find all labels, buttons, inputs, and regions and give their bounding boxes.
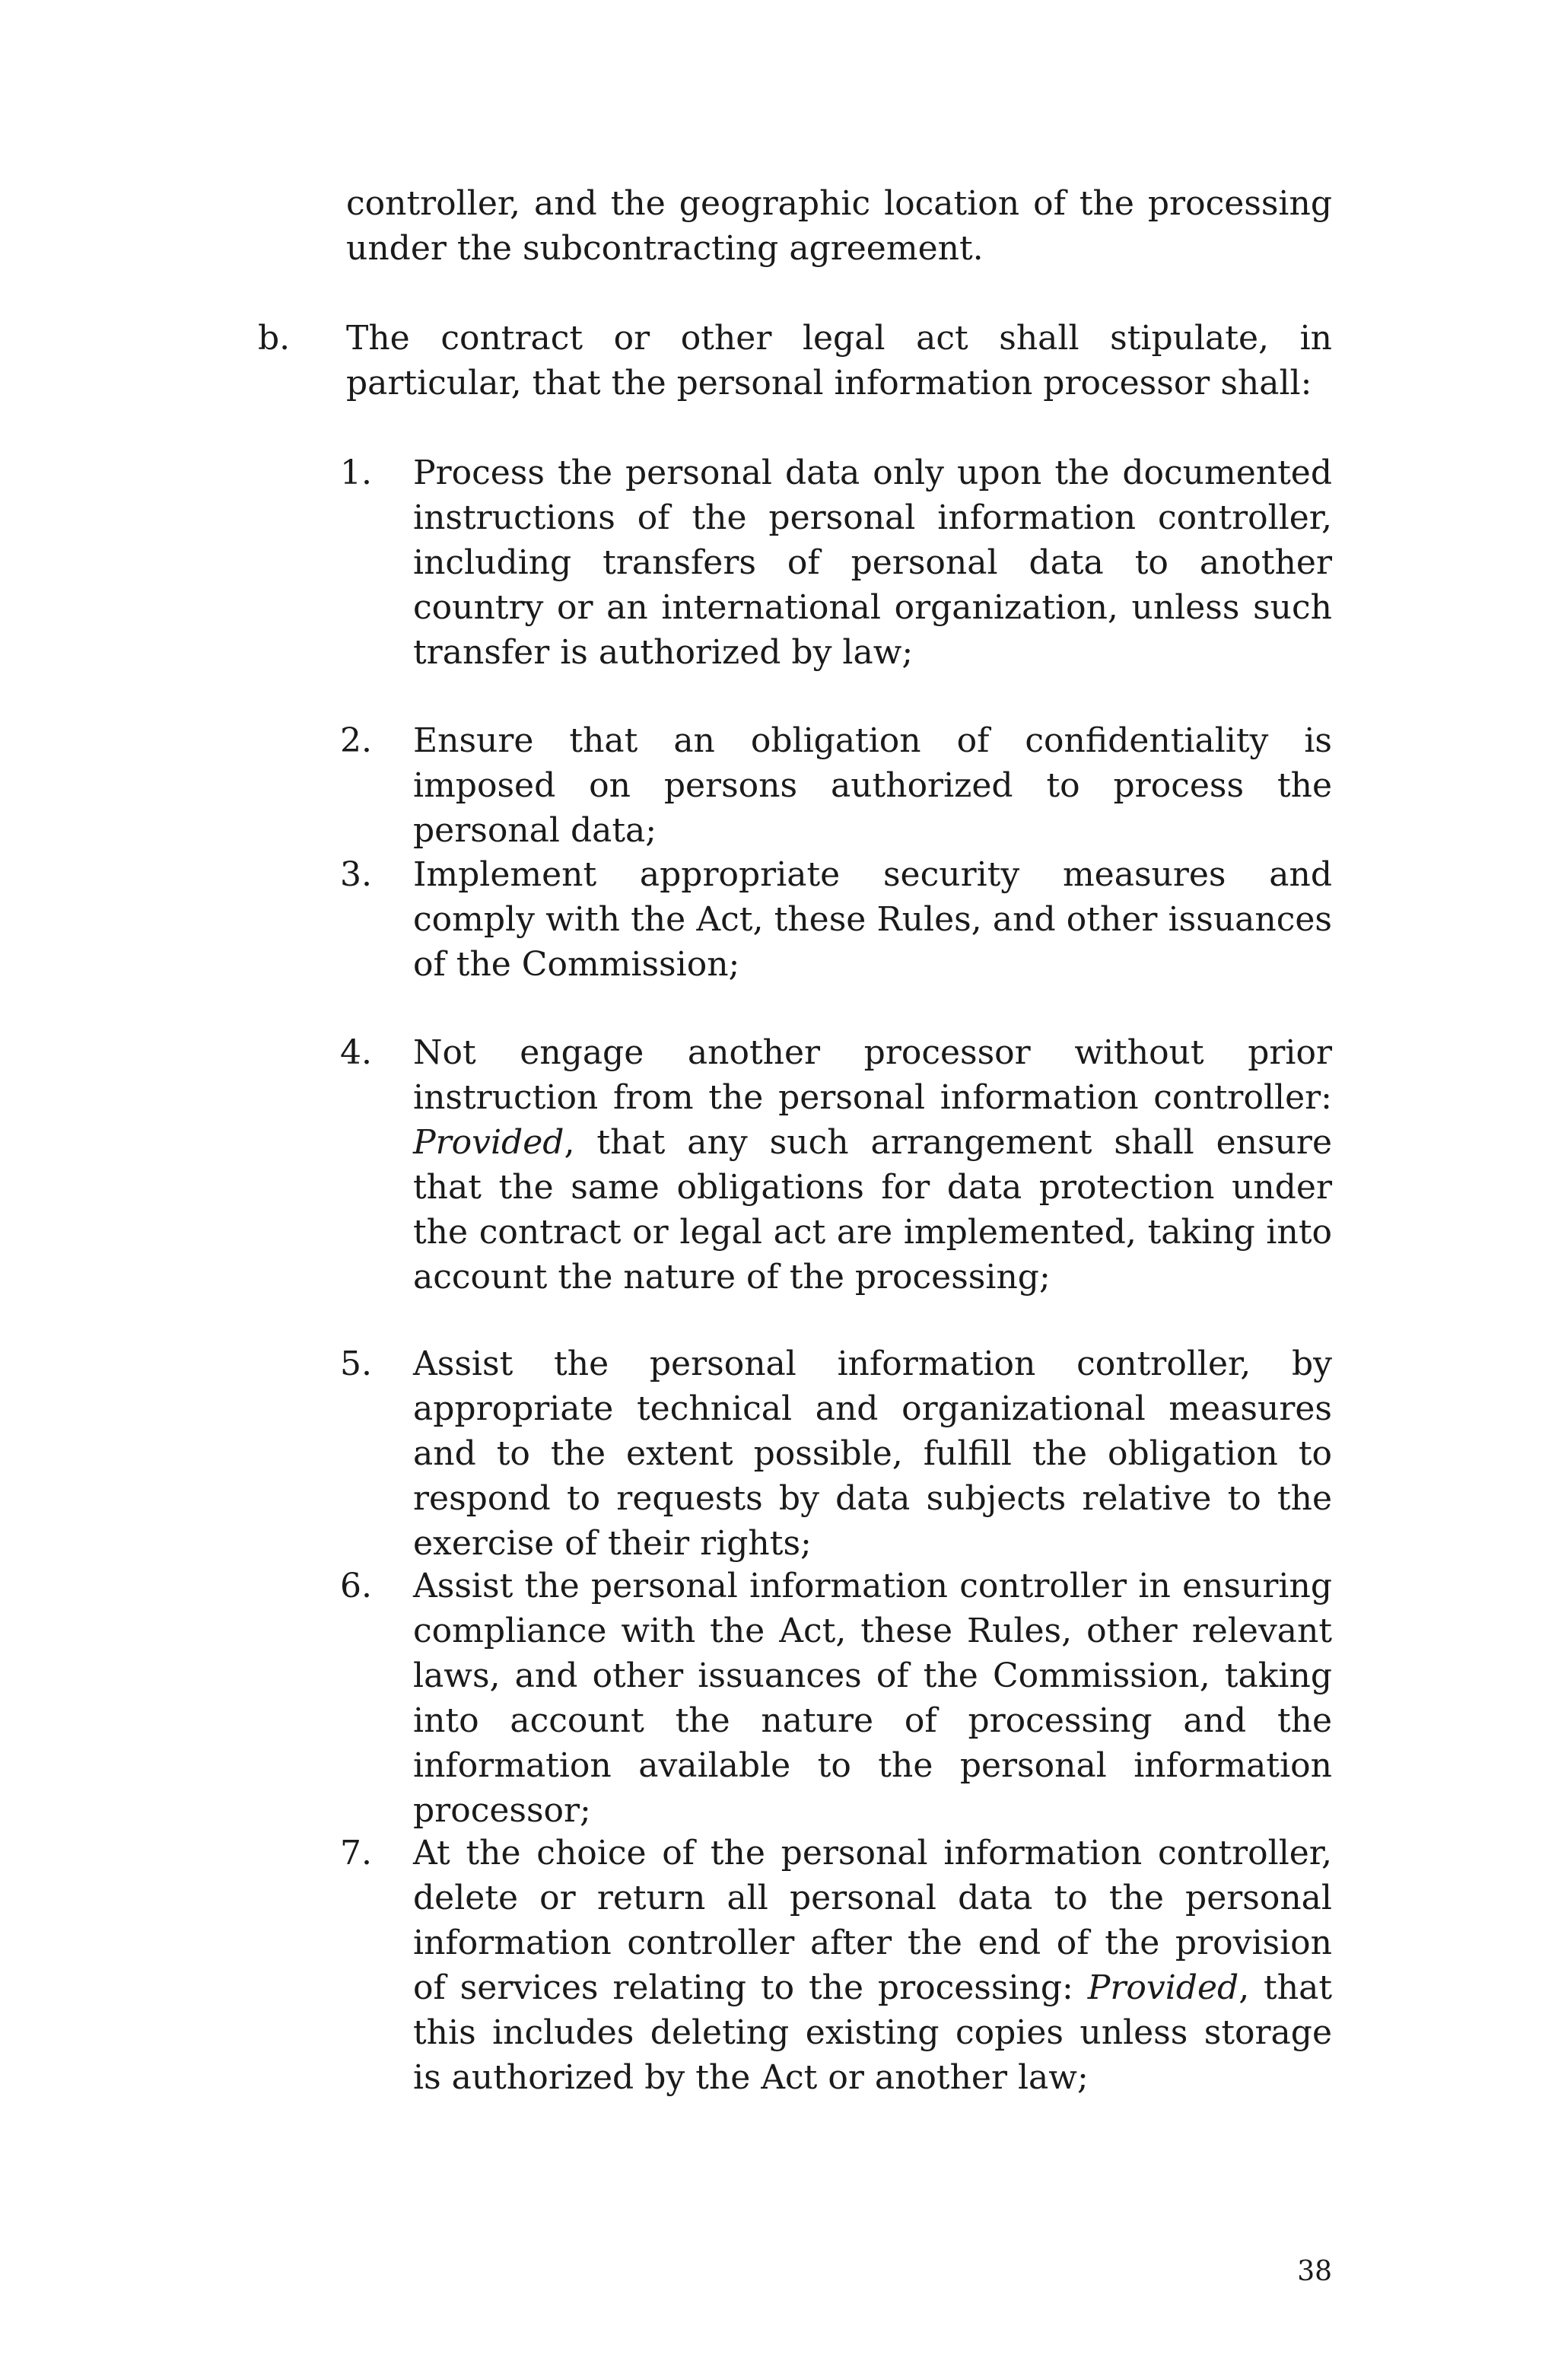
list-item-6 xyxy=(340,1564,1332,1833)
page-number: 38 xyxy=(1297,2256,1332,2287)
list-item-text: Assist the personal information controller in ensuring compliance with the Act, these Rules, other relevant laws, and other issuances of the Commission, taking into account the nature of processing and the information available to the personal information processor; xyxy=(413,1567,1332,1830)
text-segment: At the choice of the personal information controller, delete or return all personal data to the personal information controller after the end of the provision of services relating to the processing: xyxy=(413,1834,1332,2007)
list-item-3 xyxy=(340,852,1332,987)
list-marker: 6. xyxy=(340,1567,372,1605)
continuation-paragraph: controller, and the geographic location of the processing under the subcontracting agreement. xyxy=(346,184,1332,268)
list-item-text: The contract or other legal act shall stipulate, in particular, that the personal information processor shall: xyxy=(346,319,1332,402)
list-item-7 xyxy=(340,1831,1332,2100)
list-item-2 xyxy=(340,718,1332,853)
list-item-text: Implement appropriate security measures and comply with the Act, these Rules, and other issuances of the Commission; xyxy=(413,855,1332,984)
list-marker: 4. xyxy=(340,1033,372,1072)
list-item-text: Process the personal data only upon the documented instructions of the personal information controller, including transfers of personal data to another country or an international organization, unless such transfer is authorized by law; xyxy=(413,453,1332,672)
list-item-5 xyxy=(340,1341,1332,1566)
list-marker: 2. xyxy=(340,721,372,760)
list-item-text xyxy=(413,1030,1332,1300)
list-item-b xyxy=(258,316,1332,406)
list-marker: 1. xyxy=(340,453,372,492)
list-item-text: Ensure that an obligation of confidentiality is imposed on persons authorized to process the personal data; xyxy=(413,721,1332,850)
emphasis-provided: Provided xyxy=(413,1123,564,1162)
list-item-1 xyxy=(340,450,1332,675)
list-item-text xyxy=(413,1831,1332,2100)
list-item-4 xyxy=(340,1030,1332,1300)
list-marker: 5. xyxy=(340,1344,372,1383)
list-marker: b. xyxy=(258,319,291,358)
text-segment: , that this includes deleting existing copies unless storage is authorized by the Act or another law; xyxy=(413,1968,1332,2097)
text-segment: Not engage another processor without prior instruction from the personal information controller: xyxy=(413,1033,1332,1117)
list-item-text: Assist the personal information controller, by appropriate technical and organizational measures and to the extent possible, fulfill the obligation to respond to requests by data subjects relative to the exercise of their rights; xyxy=(413,1344,1332,1563)
list-marker: 3. xyxy=(340,855,372,894)
text-segment: , that any such arrangement shall ensure that the same obligations for data protection under the contract or legal act are implemented, taking into account the nature of the processing; xyxy=(413,1123,1332,1297)
list-marker: 7. xyxy=(340,1834,372,1873)
emphasis-provided: Provided xyxy=(1087,1968,1239,2007)
